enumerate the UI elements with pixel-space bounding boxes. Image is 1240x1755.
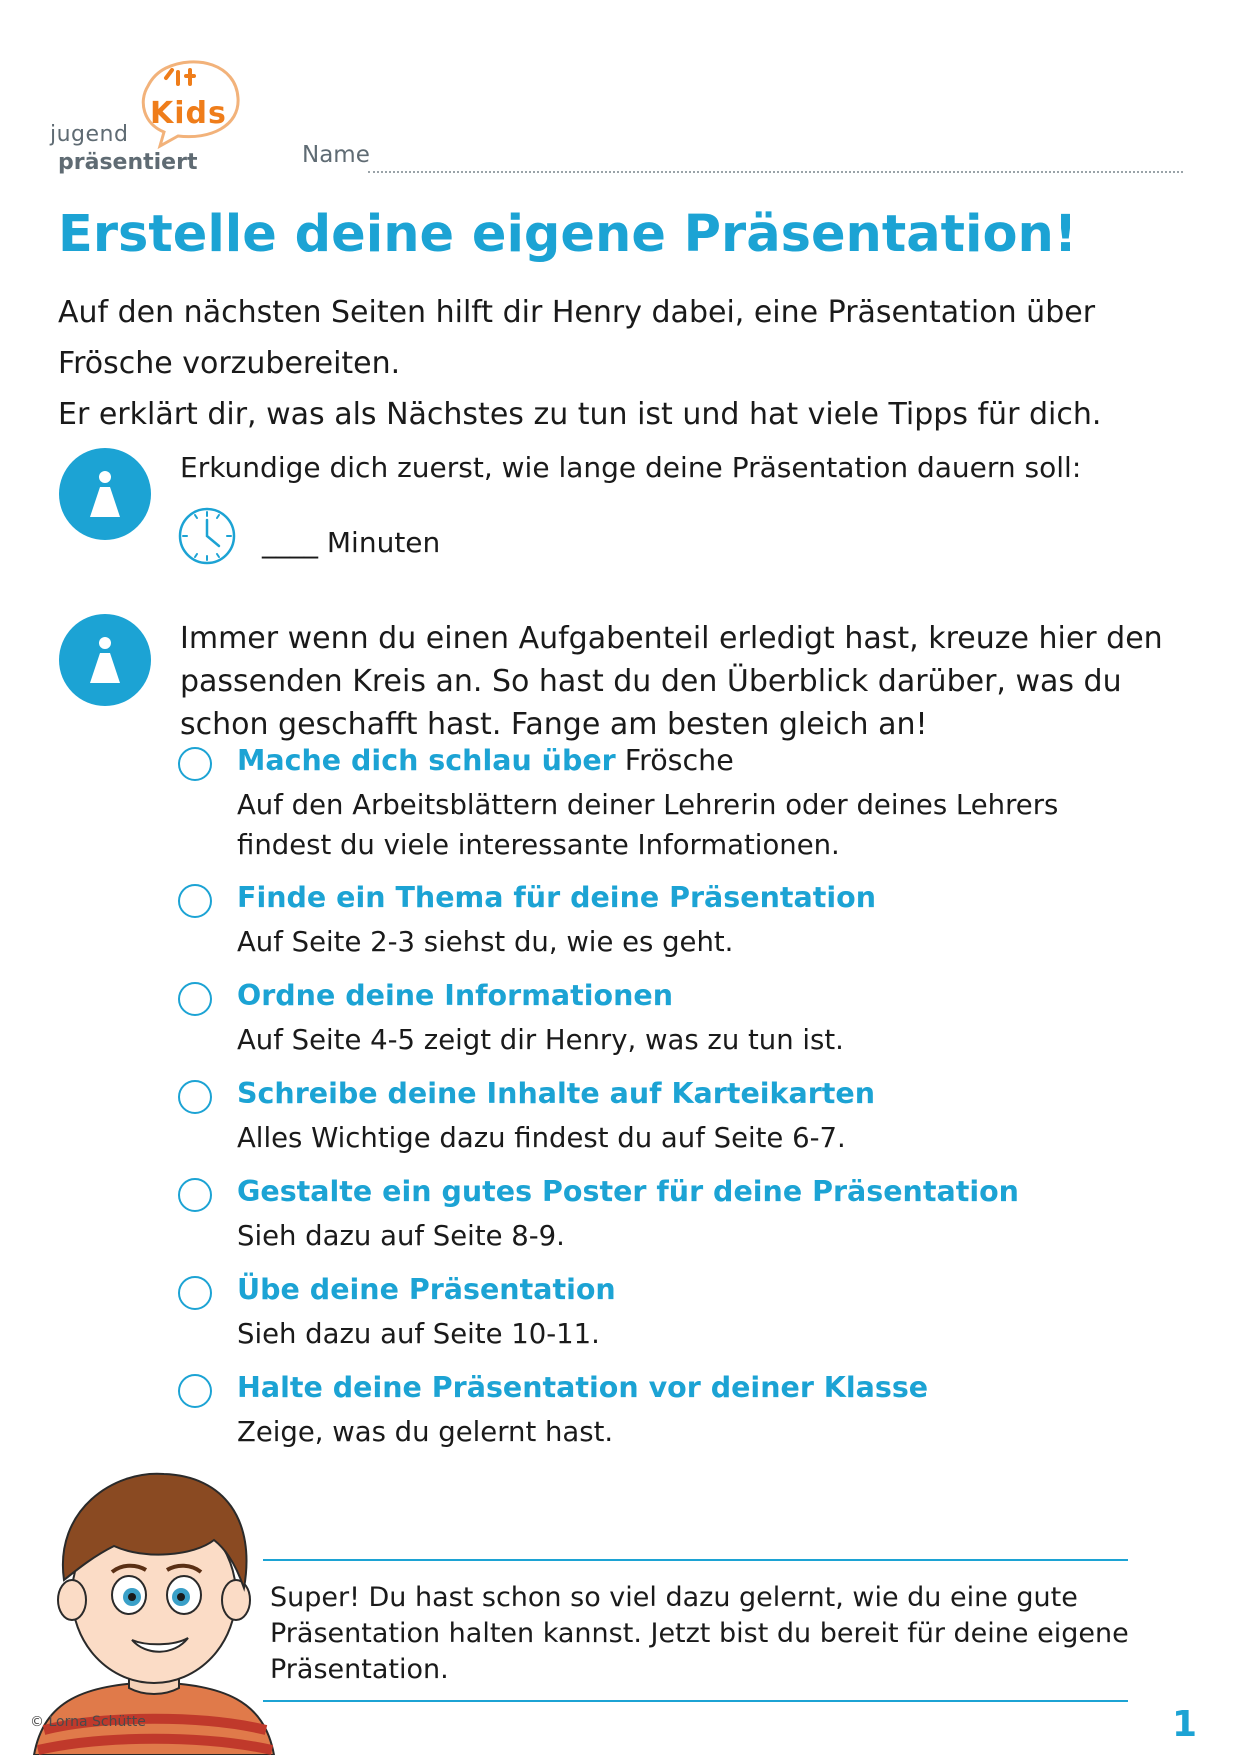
task-description: Sieh dazu auf Seite 10-11.: [237, 1318, 600, 1350]
name-input-line[interactable]: [368, 171, 1183, 173]
logo-kids: Kids: [150, 96, 227, 131]
intro-line-1: Auf den nächsten Seiten hilft dir Henry dabei, eine Präsentation über: [58, 295, 1096, 330]
clock-icon: [177, 506, 237, 566]
duration-instruction: Erkundige dich zuerst, wie lange deine Präsentation dauern soll:: [180, 451, 1082, 484]
minutes-field[interactable]: ____ Minuten: [262, 526, 441, 559]
task-checkbox[interactable]: [178, 1178, 212, 1212]
intro-paragraph: [58, 287, 1178, 440]
logo-jugend: jugend: [50, 122, 129, 147]
task-title: Übe deine Präsentation: [237, 1273, 616, 1306]
intro-line-2: Frösche vorzubereiten.: [58, 346, 401, 381]
task-title: Halte deine Präsentation vor deiner Klasse: [237, 1371, 929, 1404]
task-title: Mache dich schlau über Frösche: [237, 744, 734, 777]
image-credit: © Lorna Schütte: [30, 1714, 146, 1730]
task-checkbox[interactable]: [178, 1276, 212, 1310]
task-description: Auf Seite 4-5 zeigt dir Henry, was zu tun ist.: [237, 1024, 844, 1056]
info-icon: [59, 614, 151, 706]
task-description: Auf den Arbeitsblättern deiner Lehrerin oder deines Lehrers findest du viele interessante Informationen.: [237, 789, 1059, 861]
task-checkbox[interactable]: [178, 747, 212, 781]
henry-illustration: [24, 1460, 284, 1755]
page-number: 1: [1172, 1704, 1198, 1745]
page-title: Erstelle deine eigene Präsentation!: [58, 205, 1078, 264]
task-description: Auf Seite 2-3 siehst du, wie es geht.: [237, 926, 734, 958]
box-divider-bottom: [263, 1700, 1128, 1702]
task-description: Alles Wichtige dazu findest du auf Seite 6-7.: [237, 1122, 846, 1154]
intro-line-3: Er erklärt dir, was als Nächstes zu tun ist und hat viele Tipps für dich.: [58, 397, 1102, 432]
task-title: Schreibe deine Inhalte auf Karteikarten: [237, 1077, 876, 1110]
name-label: Name: [302, 142, 370, 168]
progress-instruction: Immer wenn du einen Aufgabenteil erledigt hast, kreuze hier den passenden Kreis an. So hast du den Überblick darüber, was du schon geschafft hast. Fange am besten gleich an!: [180, 621, 1163, 742]
task-title: Finde ein Thema für deine Präsentation: [237, 881, 876, 914]
task-description: Zeige, was du gelernt hast.: [237, 1416, 614, 1448]
task-description: Sieh dazu auf Seite 8-9.: [237, 1220, 565, 1252]
task-title: Ordne deine Informationen: [237, 979, 674, 1012]
info-icon: [59, 448, 151, 540]
logo-praesentiert: präsentiert: [58, 150, 198, 175]
task-checkbox[interactable]: [178, 982, 212, 1016]
encouragement-text: Super! Du hast schon so viel dazu gelernt, wie du eine gute Präsentation halten kannst. Jetzt bist du bereit für deine eigene Präsentation.: [270, 1582, 1129, 1685]
task-checkbox[interactable]: [178, 1374, 212, 1408]
task-checkbox[interactable]: [178, 1080, 212, 1114]
task-checkbox[interactable]: [178, 884, 212, 918]
task-title: Gestalte ein gutes Poster für deine Präsentation: [237, 1175, 1019, 1208]
box-divider-top: [263, 1559, 1128, 1561]
